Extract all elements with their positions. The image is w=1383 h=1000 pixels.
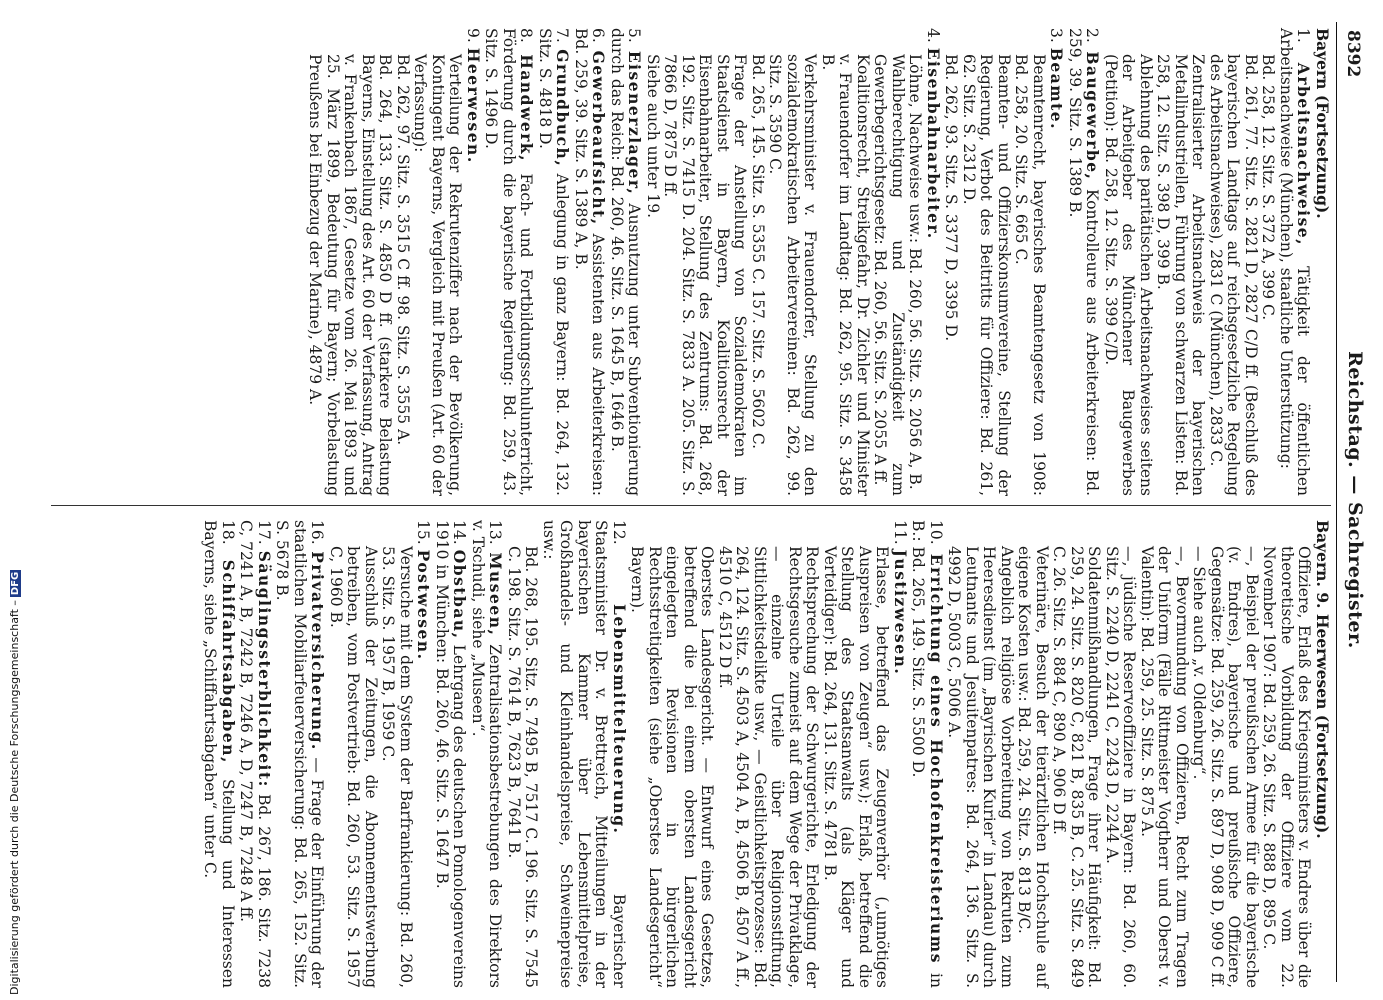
index-entry (433, 520, 469, 988)
entry-title: Privatversicherung. (308, 551, 328, 751)
index-entry (469, 520, 505, 988)
entry-number: 17. (255, 520, 273, 545)
index-entry (464, 28, 483, 496)
index-subentry: Ausschluß der Zeitungen, die Abonnementswerbung betreiben, vom Postvertrieb: Bd. 260, 53. Sitz. S. 1957 C, 1960 B. (327, 546, 380, 988)
entry-number: 9. (464, 28, 482, 43)
index-entry (891, 520, 910, 988)
entry-number: 8. (517, 28, 536, 43)
index-subentry: Bd. 261, 77. Sitz. S. 2821 D, 2827 C/D ff. (Beschluß des bayerischen Landtags auf reichsgesetzliche Regelung des Arbeitsnachweises), 2831 C (München), 2833 C. (1207, 54, 1260, 496)
index-entry (273, 520, 327, 988)
header-rule (1336, 22, 1337, 982)
entry-title: Gewerbeaufsicht, (589, 50, 609, 226)
entry-text: Assistenten aus Arbeiterkreisen: Bd. 259, 39. Sitz. S. 1389 A, B. (572, 28, 608, 496)
left-column (306, 28, 1331, 496)
index-subentry: Siehe auch unter 19. (644, 54, 662, 218)
index-subentry: Ablehnung des paritätischen Arbeitsnachweises seitens der Arbeitgeber des Münchener Baugewerbes (Petition): Bd. 258, 12. Sitz. S. 399 C/D. (1102, 54, 1155, 496)
entry-number: 18. (219, 520, 237, 545)
index-entry (909, 520, 945, 988)
index-subentry: Soldatenmißhandlungen, Frage ihrer Häufigkeit: Bd. 259, 24. Sitz. S. 820 C, 821 B, 835 B, C. 25. Sitz. S. 849 C. 26. Sitz. S. 884 C, 890 A, 906 D ff. (1050, 546, 1104, 988)
entry-number: 6. (589, 28, 608, 43)
entry-text: Zentralisationsbestrebungen des Direktors v. Tschudi, siehe „Museen“. (469, 520, 505, 988)
index-subentry: —, Bevormundung von Offizieren, Recht zum Tragen der Uniform (Fälle Rittmeister Vogtherr und Oberst v. Valentin): Bd. 259, 25. Sitz. S. 875 A. (1138, 546, 1191, 988)
dfg-logo: DFG (10, 571, 21, 596)
entry-text: — Frage der Einführung der staatlichen Mobiliarfeuerversicherung: Bd. 265, 152. Sitz. S. 5678 B. (273, 520, 327, 988)
entry-text: Tätigkeit der öffentlichen Arbeitsnachweise (München), staatliche Unterstützung: (1277, 28, 1313, 496)
index-subentry: Verteilung der Rekrutenziffer nach der Bevölkerung, Kontingent Bayerns, Vergleich mit Preußen (Art. 60 der Verfassung): (411, 54, 465, 496)
index-entry (1047, 28, 1066, 496)
entry-title: Eisenerzlager, (625, 50, 645, 196)
entry-title: Arbeitsnachweise, (1294, 62, 1314, 247)
index-subentry: Veterinäre, Besuch der tierärztlichen Hochschule auf eigene Kosten usw.: Bd. 259, 24. Sitz. S. 813 B/C. (1015, 546, 1051, 988)
index-subentry: Wahlberechtigung und Zuständigkeit zum Gewerbegerichtsgesetz: Bd. 260, 56. Sitz. S. 2055 A ff. (871, 54, 907, 496)
index-entry (201, 520, 237, 988)
entry-title: Justizwesen. (891, 549, 910, 676)
entry-number: 10. (927, 520, 945, 545)
index-subentry: Zentralisierter Arbeitsnachweis der bayerischen Metallindustriellen, Führung von schwarzen Listen: Bd. 258, 12. Sitz. S. 398 D, 399 B. (1154, 54, 1208, 496)
index-subentry: Offiziere, Erlaß des Kriegsministers v. Endres über die theoretische Vorbildung der Offiziere vom 22. November 1907: Bd. 259, 26. Sitz. S. 888 D, 895 C. (1260, 546, 1314, 988)
entry-text: Stellung und Interessen Bayerns, siehe „Schiffahrtsabgaben“ unter C. (201, 520, 237, 988)
entry-number: 12. (610, 520, 628, 545)
index-subentry: —, Beispiel der preußischen Armee für die bayerische (v. Endres), bayerische und preußische Offiziere, Gegensätze: Bd. 259, 26. Sitz. S. 897 D, 908 D, 909 C ff. — Siehe auch „v. Oldenburg“. (1190, 546, 1261, 988)
index-subentry: Beamtenrecht, bayerisches Beamtengesetz von 1908: Bd. 258, 20. Sitz. S. 665 C. (1012, 54, 1048, 496)
index-subentry: —, jüdische Reserveoffiziere in Bayern: Bd. 260, 60. Sitz. S. 2240 D, 2241 C, 2243 D, 2244 A. (1103, 546, 1139, 988)
index-subentry: Beamten- und Offizierskonsumvereine, Stellung der Regierung, Verbot des Beitritts für Offiziere: Bd. 261, 62. Sitz. S. 2312 D. (960, 54, 1013, 496)
entry-title: Säuglingssterblichkeit: (255, 550, 274, 788)
index-subentry: Bd. 268, 195. Sitz. S. 7495 B, 7517 C. 196. Sitz. S. 7545 C. 198. Sitz. S. 7614 B, 7623 B, 7641 B. (505, 546, 541, 988)
entry-number: 13. (486, 520, 505, 545)
index-subentry: Verkehrsminister v. Frauendorfer, Stellung zu den sozialdemokratischen Arbeitervereinen: Bd. 262, 99. Sitz. S. 3590 C. (766, 54, 820, 496)
entry-title: Obstbau, (450, 549, 470, 640)
entry-number: 11. (891, 520, 909, 545)
credit-text: Digitalisierung gefördert durch die Deutsche Forschungsgemeinschaft – (8, 600, 21, 995)
index-subentry: Koalitionsrecht, Streikgefahr, Dr. Zichler und Minister v. Frauendorfer im Landtag: Bd. 262, 95. Sitz. S. 3458 B. (819, 54, 872, 496)
right-column-heading: Bayern. 9. Heerwesen (Fortsetzung). (1313, 520, 1332, 839)
page-number: 8392 (1343, 30, 1363, 78)
entry-title: Eisenbahnarbeiter. (924, 47, 943, 240)
entry-text: Bd. 267, 186. Sitz. 7238 C, 7241 A, B, 7242 B, 7246 A, D, 7247 B, 7248 A ff. (237, 520, 273, 988)
entry-number: 4. (924, 28, 942, 43)
index-subentry: Bd. 262, 93. Sitz. S. 3377 D, 3395 D. (942, 54, 961, 342)
entry-text: Anlegung in ganz Bayern: Bd. 264, 132. Sitz. S. 4818 D. (536, 28, 572, 496)
entry-number: 5. (625, 28, 644, 43)
index-subentry: Bd. 258, 12. Sitz. S. 372 A, 399 C. (1259, 54, 1278, 321)
index-subentry: Frage der Anstellung von Sozialdemokraten im Staatsdienst in Bayern, Koalitionsrecht der Eisenbahnarbeiter, Stellung des Zentrums: Bd. 268, 192. Sitz. S. 7415 D. 204. Sitz. S. 7833 A. 205. Sitz. S. 7866 D, 7875 D ff. (661, 54, 750, 496)
entry-number: 7. (553, 28, 572, 43)
entry-title: Schiffahrtsabgaben, (219, 559, 238, 764)
entry-title: Grundbuch, (553, 49, 573, 168)
index-entry (482, 28, 536, 496)
index-entry (237, 520, 273, 988)
entry-title: Handwerk, (517, 54, 537, 163)
index-subentry: Rechtsprechung der Schwurgerichte, Erledigung der Rechtsgesuche zumeist auf dem Wege der Privatklage, — einzelne Urteile über Religionsstiftung, Sittlichkeitsdelikte usw., — Geistlichkeitsprozesse: Bd. 264, 124. Sitz. S. 4503 A, 4504 A, B, 4506 B, 4507 A ff., 4510 C, 4512 D ff. (716, 546, 822, 988)
index-entry (414, 520, 433, 988)
digitisation-credit (8, 570, 21, 995)
index-subentry: Bd. 262, 97. Sitz. S. 3515 C ff. 98. Sitz. S. 3555 A. (394, 54, 412, 446)
column-divider (51, 505, 1331, 506)
index-entry (1066, 28, 1102, 496)
entry-text: Lehrgang des deutschen Pomologenvereins 1910 in München: Bd. 260, 46. Sitz. S. 1647 B. (433, 520, 469, 988)
entry-title: Museen, (486, 552, 506, 637)
index-subentry: Oberstes Landesgericht. — Entwurf eines Gesetzes, betreffend die bei einem obersten Landesgericht eingelegten Revisionen in bürgerlichen Rechtsstreitigkeiten (siehe „Oberstes Landesgericht“ Bayern). (628, 546, 717, 988)
entry-number: 2. (1083, 28, 1102, 43)
entry-text: Ausnutzung unter Subventionierung durch das Reich: Bd. 260, 46. Sitz. S. 1645 B, 1646 B. (608, 28, 644, 497)
index-subentry: Angeblich religiöse Vorbereitung von Rekruten zum Heeresdienst (im „Bayrischen Kurier“ in Landau) durch Leutnants und Jesuitenpatres: Bd. 264, 136. Sitz. S. 4992 D, 5003 C, 5006 A. (945, 546, 1016, 988)
entry-title: Beamte. (1047, 47, 1067, 131)
index-subentry: Löhne, Nachweise usw.: Bd. 260, 56. Sitz. S. 2056 A, B. (906, 54, 925, 490)
entry-title: Errichtung eines Hochofenkreisteriums (927, 553, 946, 964)
index-entry (572, 28, 608, 496)
entry-title: Baugewerbe, (1083, 51, 1103, 181)
entry-number: 14. (450, 520, 469, 545)
running-head: Reichstag. — Sachregister. (1344, 351, 1366, 649)
entry-title: Lebensmittelteuerung. (610, 604, 629, 835)
index-entry (540, 520, 629, 988)
entry-title: Postwesen. (414, 549, 434, 661)
index-subentry: Bd. 264, 133. Sitz. S. 4850 D ff. (starkere Belastung Bayerns, Einstellung des Art. 60 der Verfassung, Antrag v. Frankenbach 1867, Gesetze vom 26. Mai 1893 und 25. März 1899, Bedeutung für Bayern; Vorbelastung Preußens bei Einbezug der Marine), 4879 A. (306, 54, 395, 496)
entry-text: Kontrolleure aus Arbeiterkreisen: Bd. 259, 39. Sitz. S. 1389 B. (1066, 28, 1102, 496)
entry-number: 3. (1047, 28, 1066, 43)
entry-text: Fach- und Fortbildungsschulunterricht, Förderung durch die bayerische Regierung: Bd. 259, 43. Sitz. S. 1496 D. (482, 28, 536, 496)
entry-text: in B.: Bd. 265, 149. Sitz. S. 5500 D. (909, 520, 945, 988)
index-subentry: Versuche mit dem System der Barfrankierung: Bd. 260, 53. Sitz. S. 1957 B, 1959 C. (379, 546, 415, 988)
entry-number: 15. (414, 520, 433, 545)
index-entry (1277, 28, 1313, 496)
entry-title: Heerwesen. (464, 47, 483, 164)
left-column-heading: Bayern (Fortsetzung). (1313, 28, 1332, 219)
entry-number: 1. (1294, 28, 1313, 43)
entry-text: Bayerischer Staatsminister Dr. v. Brettreich, Mitteilungen in der bayerischen Kammer über Lebensmittelpreise, Großhandels- und Kleinhandelspreise, Schweinepreise usw.: (540, 520, 628, 988)
index-subentry: Erlasse, betreffend das Zeugenverhör („unnötiges Auspreisen von Zeugen“ usw.); Erlaß, betreffend die Stellung des Staatsanwalts (als Kläger und Verteidiger): Bd. 264, 131. Sitz. S. 4781 B. (821, 546, 892, 988)
index-entry (608, 28, 644, 496)
entry-number: 16. (308, 520, 327, 545)
index-entry (924, 28, 943, 496)
index-entry (536, 28, 572, 496)
index-subentry: Bd. 265, 145. Sitz. S. 5355 C. 157. Sitz. S. 5602 C. (749, 54, 767, 450)
right-column (201, 520, 1331, 988)
